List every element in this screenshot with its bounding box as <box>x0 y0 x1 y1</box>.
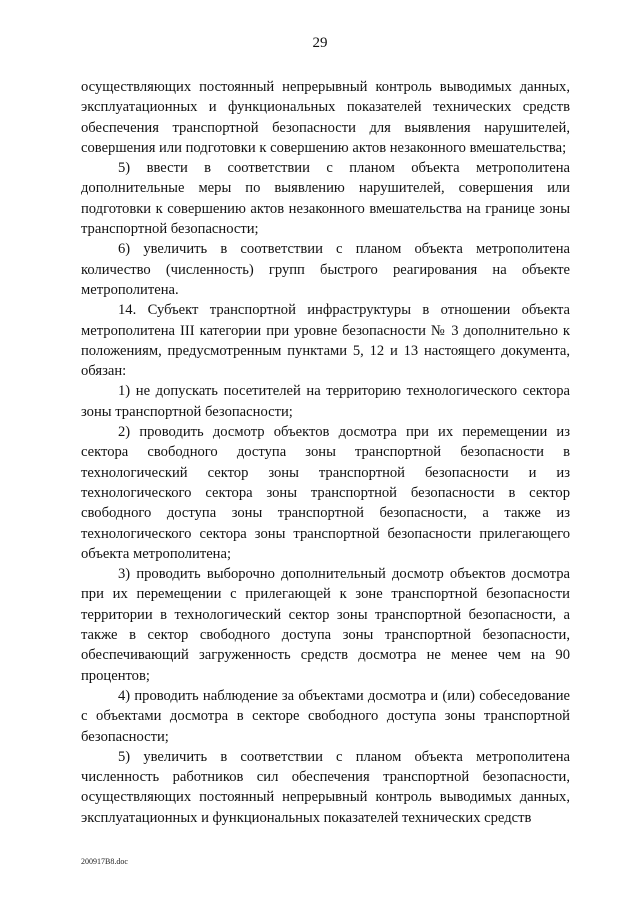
list-item-6-rapid-response: 6) увеличить в соответствии с планом объекта метрополитена количество (численность) групп быстрого реагирования на объекте метрополитена. <box>81 241 570 298</box>
page-number: 29 <box>312 35 328 51</box>
list-item-1-visitors: 1) не допускать посетителей на территорию технологического сектора зоны транспортной безопасности; <box>81 383 570 420</box>
list-item-5-measures: 5) ввести в соответствии с планом объекта метрополитена дополнительные меры по выявлению нарушителей, совершения или подготовки к совершению актов незаконного вмешательства на границе зоны транспортной безопасности; <box>81 160 570 238</box>
paragraph-continuation: осуществляющих постоянный непрерывный контроль выводимых данных, эксплуатационных и функциональных показателей технических средств обеспечения транспортной безопасности для выявления нарушителей, совершения или подготовки к совершению актов незаконного вмешательства; <box>81 79 570 156</box>
list-item-5-staff-increase: 5) увеличить в соответствии с планом объекта метрополитена численность работников сил обеспечения транспортной безопасности, осуществляющих постоянный непрерывный контроль выводимых данных, эксплуатационных и функциональных показателей технических средств <box>81 748 570 826</box>
document-body <box>81 77 570 828</box>
list-item-3-selective-inspection: 3) проводить выборочно дополнительный досмотр объектов досмотра при их перемещении с прилегающей к зоне транспортной безопасности территории в технологический сектор зоны транспортной безопасности, а также в сектор свободного доступа зоны транспортной безопасности, обеспечивающий загруженность средств досмотра не менее чем на 90 процентов; <box>81 566 570 684</box>
list-item-2-inspection: 2) проводить досмотр объектов досмотра при их перемещении из сектора свободного доступа зоны транспортной безопасности в технологический сектор зоны транспортной безопасности и из технологического сектора зоны транспортной безопасности в сектор свободного доступа зоны транспортной безопасности, а также из технологического сектора зоны транспортной безопасности прилегающего объекта метрополитена; <box>81 424 570 562</box>
section-14-intro: 14. Субъект транспортной инфраструктуры в отношении объекта метрополитена III категории при уровне безопасности № 3 дополнительно к положениям, предусмотренным пунктами 5, 12 и 13 настоящего документа, обязан: <box>81 302 570 380</box>
footer-filename: 200917B8.doc <box>81 857 128 866</box>
list-item-4-observation: 4) проводить наблюдение за объектами досмотра и (или) собеседование с объектами досмотра в секторе свободного доступа зоны транспортной безопасности; <box>81 687 570 745</box>
